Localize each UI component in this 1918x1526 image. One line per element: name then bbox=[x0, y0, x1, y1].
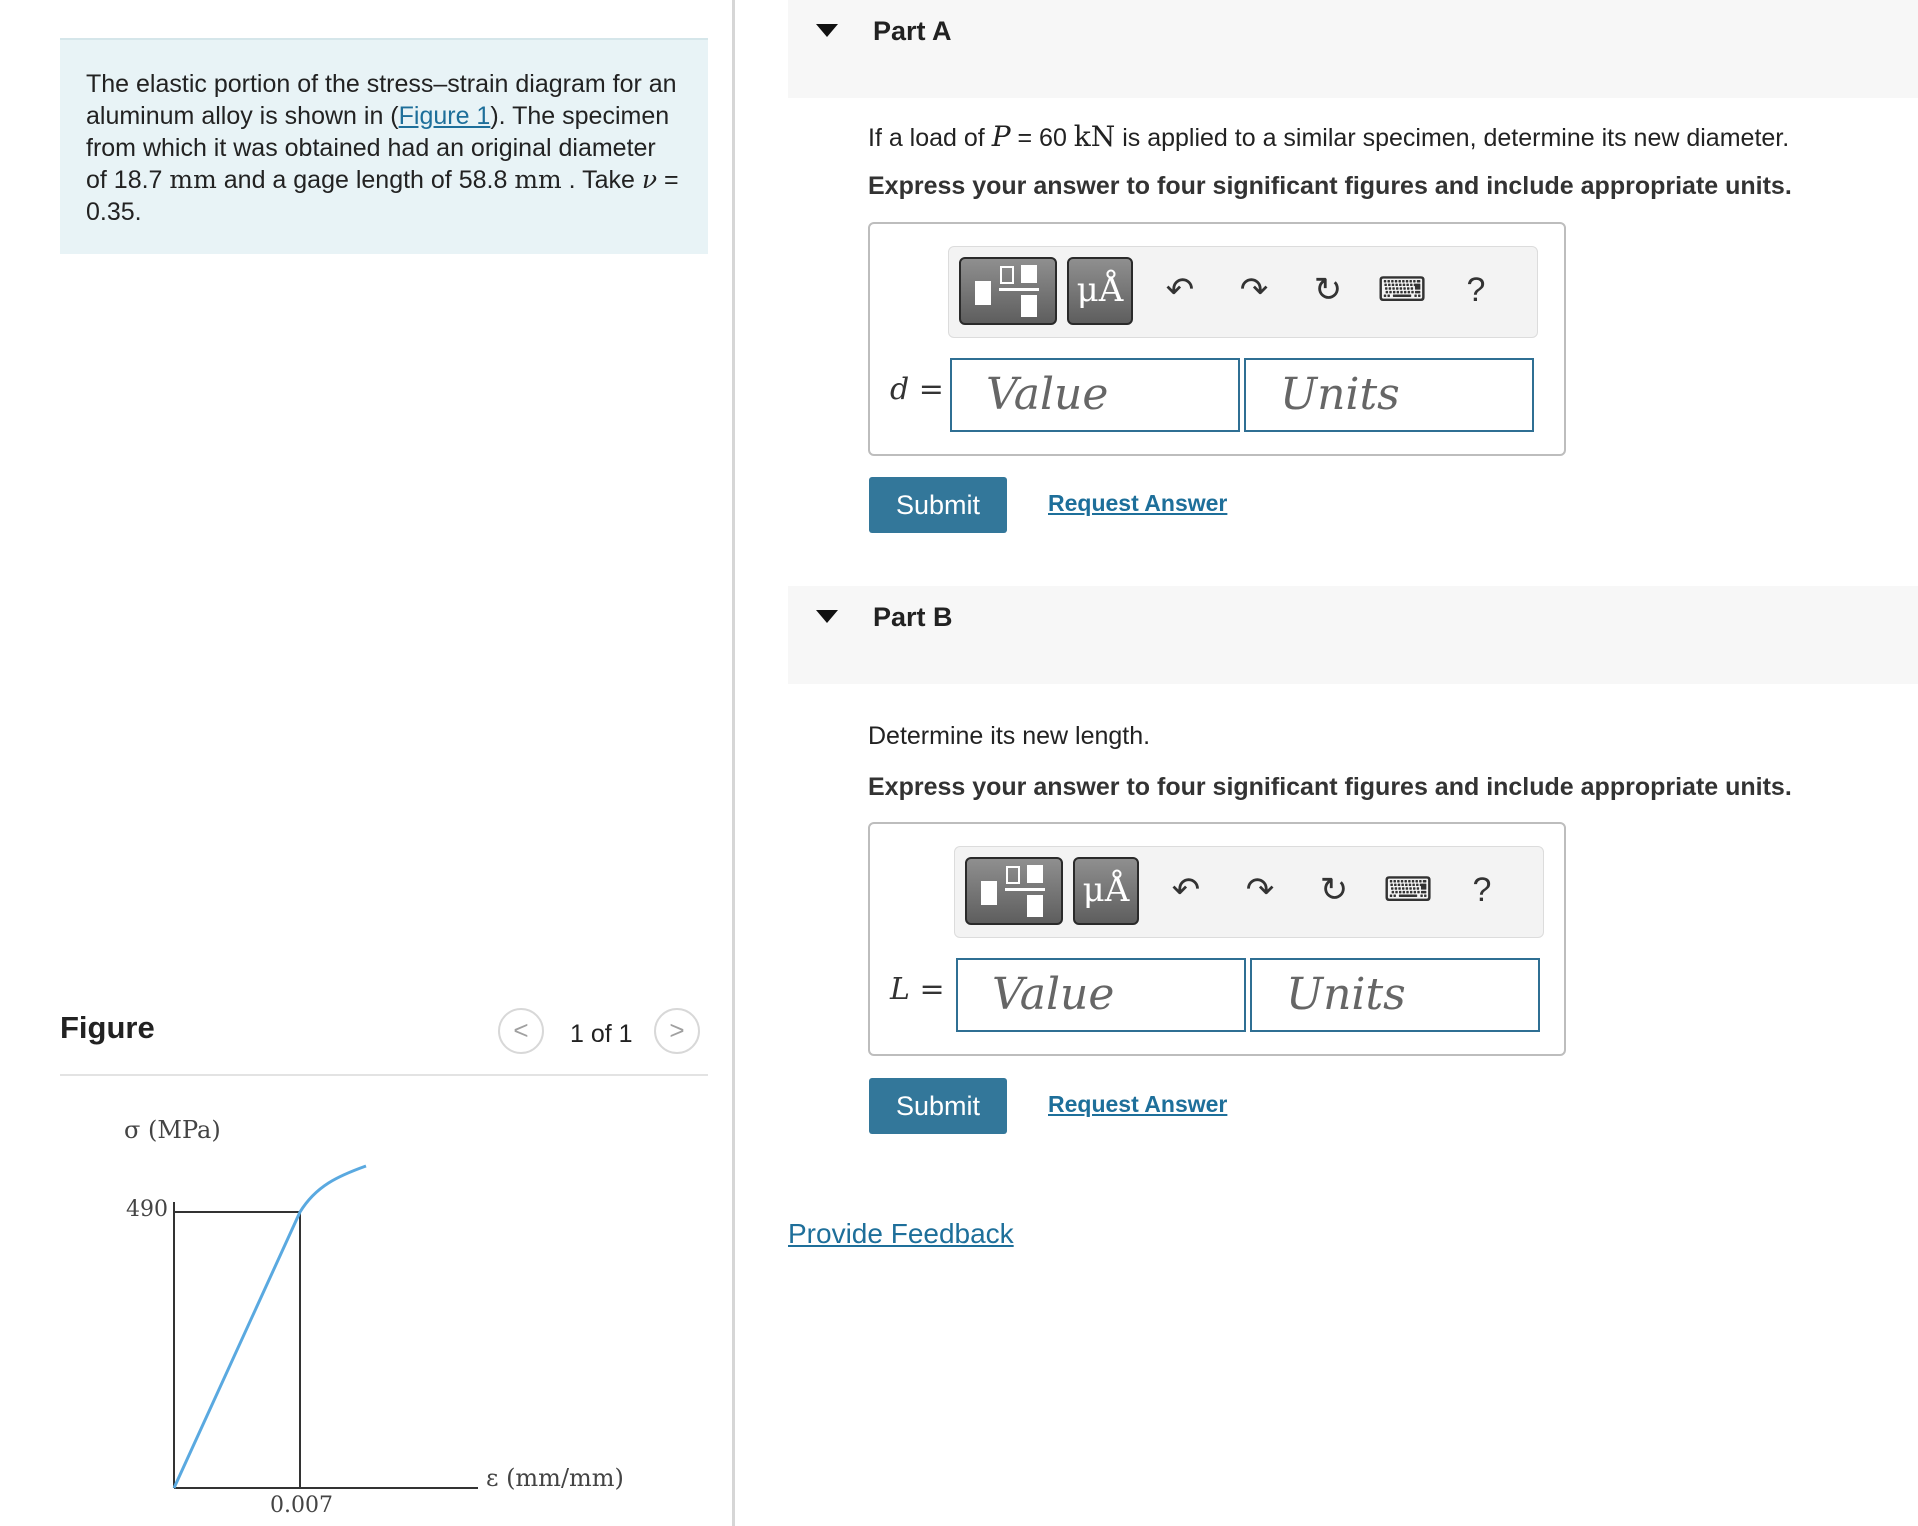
unit-mm: mm bbox=[514, 165, 562, 194]
fraction-template-icon bbox=[961, 259, 1055, 323]
templates-button[interactable] bbox=[959, 257, 1057, 325]
variable-label bbox=[890, 372, 944, 407]
problem-text: ). The specimen from which it was obtained had an original diameter of 18.7 bbox=[86, 102, 670, 194]
problem-text: = 0.35. bbox=[86, 166, 679, 226]
stress-strain-curve bbox=[174, 1166, 366, 1488]
stress-strain-diagram bbox=[60, 1100, 700, 1526]
units-button[interactable]: μÅ bbox=[1073, 857, 1139, 925]
problem-text: and a gage length of 58.8 bbox=[216, 166, 515, 194]
math-toolbar bbox=[954, 846, 1544, 938]
variable-label bbox=[890, 972, 945, 1007]
load-variable: P bbox=[991, 120, 1011, 153]
keyboard-icon[interactable]: ⌨ bbox=[1383, 871, 1433, 909]
math-toolbar bbox=[948, 246, 1538, 338]
part-a-answer-box bbox=[868, 222, 1566, 456]
part-b-title: Part B bbox=[873, 602, 953, 632]
length-label: L = bbox=[890, 972, 945, 1007]
part-a-header[interactable] bbox=[788, 0, 1918, 98]
submit-button[interactable]: Submit bbox=[869, 477, 1007, 533]
provide-feedback-link[interactable]: Provide Feedback bbox=[788, 1218, 1014, 1249]
diameter-label: d = bbox=[890, 372, 944, 407]
x-axis-label: ε (mm/mm) bbox=[486, 1464, 624, 1492]
figure-header bbox=[60, 1002, 708, 1076]
x-tick-label: 0.007 bbox=[270, 1493, 333, 1518]
figure-title: Figure bbox=[60, 1010, 155, 1045]
collapse-caret-icon bbox=[816, 24, 838, 37]
collapse-caret-icon bbox=[816, 610, 838, 623]
part-a-title: Part A bbox=[873, 16, 952, 46]
reset-icon[interactable]: ↻ bbox=[1313, 271, 1343, 309]
y-tick-label: 490 bbox=[126, 1197, 168, 1222]
reset-icon[interactable]: ↻ bbox=[1319, 871, 1349, 909]
keyboard-icon[interactable]: ⌨ bbox=[1377, 271, 1427, 309]
part-b-question: Determine its new length. bbox=[868, 722, 1151, 750]
y-axis-label: σ (MPa) bbox=[124, 1116, 221, 1144]
problem-text: The elastic portion of the stress–strain diagram for an aluminum alloy is shown in ( bbox=[86, 70, 677, 130]
part-a-instruction: Express your answer to four significant figures and include appropriate units. bbox=[868, 172, 1792, 200]
problem-text: . Take bbox=[561, 166, 642, 194]
panel-divider[interactable] bbox=[732, 0, 735, 1526]
redo-icon[interactable]: ↷ bbox=[1245, 871, 1275, 909]
value-input[interactable]: Value bbox=[950, 358, 1240, 432]
undo-icon[interactable]: ↶ bbox=[1171, 871, 1201, 909]
unit-mm: mm bbox=[169, 165, 217, 194]
next-figure-button[interactable]: > bbox=[654, 1008, 700, 1054]
request-answer-link[interactable]: Request Answer bbox=[1048, 1091, 1228, 1117]
units-button[interactable]: μÅ bbox=[1067, 257, 1133, 325]
part-a-question bbox=[868, 120, 1789, 153]
undo-icon[interactable]: ↶ bbox=[1165, 271, 1195, 309]
problem-statement bbox=[60, 38, 708, 254]
left-panel bbox=[0, 0, 734, 1526]
value-input[interactable]: Value bbox=[956, 958, 1246, 1032]
figure-link[interactable]: Figure 1 bbox=[398, 102, 491, 130]
question-text: = 60 bbox=[1010, 124, 1074, 152]
question-text: If a load of bbox=[868, 124, 992, 152]
templates-button[interactable] bbox=[965, 857, 1063, 925]
request-answer-link[interactable]: Request Answer bbox=[1048, 490, 1228, 516]
nu-symbol: ν bbox=[641, 165, 658, 194]
units-input[interactable]: Units bbox=[1244, 358, 1534, 432]
help-button[interactable]: ? bbox=[1472, 871, 1492, 909]
previous-figure-button[interactable]: < bbox=[498, 1008, 544, 1054]
help-button[interactable]: ? bbox=[1466, 271, 1486, 309]
redo-icon[interactable]: ↷ bbox=[1239, 271, 1269, 309]
figure-page-count: 1 of 1 bbox=[570, 1020, 633, 1048]
question-text: is applied to a similar specimen, determine its new diameter. bbox=[1115, 124, 1790, 152]
part-b-instruction: Express your answer to four significant figures and include appropriate units. bbox=[868, 773, 1792, 801]
unit-kn: kN bbox=[1073, 120, 1116, 153]
fraction-template-icon bbox=[967, 859, 1061, 923]
part-b-header[interactable] bbox=[788, 586, 1918, 684]
part-b-answer-box bbox=[868, 822, 1566, 1056]
submit-button[interactable]: Submit bbox=[869, 1078, 1007, 1134]
units-input[interactable]: Units bbox=[1250, 958, 1540, 1032]
